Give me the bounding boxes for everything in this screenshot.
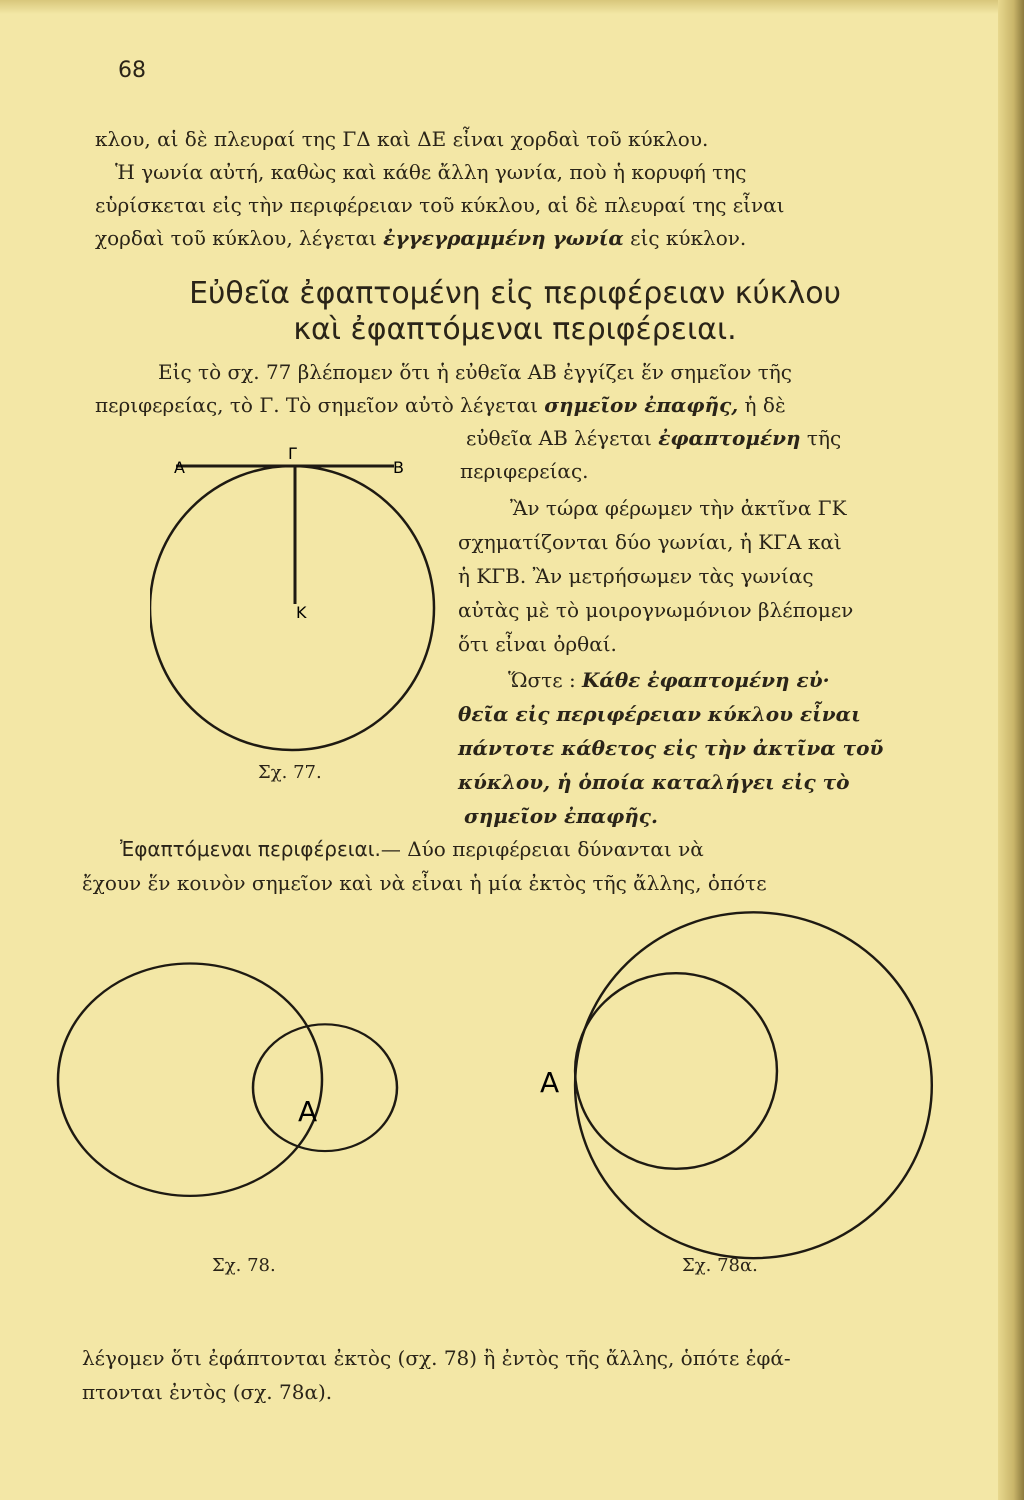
label-point-b: B bbox=[393, 458, 404, 477]
label-point-a: A bbox=[174, 458, 185, 477]
caption-fig-78: Σχ. 78. bbox=[212, 1255, 276, 1276]
term-inscribed-angle: ἐγγεγραμμένη γωνία bbox=[383, 226, 624, 250]
caption-fig-78a: Σχ. 78α. bbox=[682, 1255, 758, 1276]
rule-line-5: σημεῖον ἐπαφῆς. bbox=[464, 804, 658, 828]
small-circle-78 bbox=[253, 1024, 397, 1151]
intro-line-2: Ἡ γωνία αὐτή, καθὼς καὶ κάθε ἄλλη γωνία, ποὺ ἡ κορυφή της bbox=[115, 160, 747, 184]
intro-line-1: κλου, αἱ δὲ πλευραί της ΓΔ καὶ ΔΕ εἶναι χορδαὶ τοῦ κύκλου. bbox=[95, 127, 709, 151]
tangent-line-1: Εἰς τὸ σχ. 77 βλέπομεν ὅτι ἡ εὐθεῖα ΑΒ ἐγγίζει ἕν σημεῖον τῆς bbox=[158, 360, 792, 384]
circles-line-2: ἔχουν ἕν κοινὸν σημεῖον καὶ νὰ εἶναι ἡ μία ἐκτὸς τῆς ἄλλης, ὁπότε bbox=[82, 871, 767, 895]
tangent-line-8: αὐτὰς μὲ τὸ μοιρογνωμόνιον βλέπομεν bbox=[458, 598, 854, 622]
label-tangency-point-78a: A bbox=[540, 1066, 560, 1099]
intro-line-3: εὑρίσκεται εἰς τὴν περιφέρειαν τοῦ κύκλου, αἱ δὲ πλευραί της εἶναι bbox=[95, 193, 785, 217]
rule-line-4: κύκλου, ἡ ὁποία καταλήγει εἰς τὸ bbox=[458, 770, 850, 794]
outer-circle-78a bbox=[575, 912, 932, 1258]
tangent-line-2: περιφερείας, τὸ Γ. Τὸ σημεῖον αὐτὸ λέγεται σημεῖον ἐπαφῆς, ἡ δὲ bbox=[95, 393, 786, 417]
tangent-line-5: Ἂν τώρα φέρωμεν τὴν ἀκτῖνα ΓΚ bbox=[510, 496, 847, 520]
rule-line-1: Ὥστε : Κάθε ἐφαπτομένη εὐ· bbox=[508, 668, 830, 692]
figure-78a-internal-tangency bbox=[530, 900, 950, 1260]
rule-line-3: πάντοτε κάθετος εἰς τὴν ἀκτῖνα τοῦ bbox=[458, 736, 884, 760]
tangent-line-9: ὅτι εἶναι ὀρθαί. bbox=[458, 632, 617, 656]
rule-line-2: θεῖα εἰς περιφέρειαν κύκλου εἶναι bbox=[458, 702, 861, 726]
book-spine-edge bbox=[998, 0, 1024, 1500]
closing-line-2: πτονται ἐντὸς (σχ. 78α). bbox=[82, 1380, 333, 1404]
term-point-of-contact: σημεῖον ἐπαφῆς, bbox=[544, 393, 739, 417]
intro-line-4: χορδαὶ τοῦ κύκλου, λέγεται ἐγγεγραμμένη γωνία εἰς κύκλον. bbox=[95, 226, 747, 250]
label-center-k: K bbox=[296, 603, 307, 622]
large-circle-78 bbox=[58, 964, 322, 1196]
page-number: 68 bbox=[118, 58, 146, 83]
tangent-line-6: σχηματίζονται δύο γωνίαι, ἡ ΚΓΑ καὶ bbox=[458, 530, 842, 554]
term-tangent: ἐφαπτομένη bbox=[658, 426, 801, 450]
label-tangency-point-78: A bbox=[298, 1095, 318, 1128]
tangent-line-7: ἡ ΚΓΒ. Ἂν μετρήσωμεν τὰς γωνίας bbox=[458, 564, 814, 588]
figure-77-tangent-line bbox=[150, 440, 440, 780]
section-heading-line-1: Εὐθεῖα ἐφαπτομένη εἰς περιφέρειαν κύκλου bbox=[189, 276, 841, 311]
label-point-g: Γ bbox=[288, 444, 297, 463]
section-heading-line-2: καὶ ἐφαπτόμεναι περιφέρειαι. bbox=[293, 312, 737, 347]
circles-section-title: Ἐφαπτόμεναι περιφέρειαι. bbox=[120, 837, 381, 861]
circle-77 bbox=[150, 466, 434, 750]
figure-78-external-tangency bbox=[30, 960, 430, 1200]
tangent-line-4: περιφερείας. bbox=[460, 459, 589, 483]
inner-circle-78a bbox=[575, 973, 777, 1169]
page-top-shadow bbox=[0, 0, 1024, 14]
closing-line-1: λέγομεν ὅτι ἐφάπτονται ἐκτὸς (σχ. 78) ἢ ἐντὸς τῆς ἄλλης, ὁπότε ἐφά- bbox=[82, 1346, 791, 1370]
circles-line-1: Ἐφαπτόμεναι περιφέρειαι.— Δύο περιφέρειαι δύνανται νὰ bbox=[120, 837, 704, 861]
tangent-line-3: εὐθεῖα ΑΒ λέγεται ἐφαπτομένη τῆς bbox=[466, 426, 842, 450]
caption-fig-77: Σχ. 77. bbox=[258, 762, 322, 783]
